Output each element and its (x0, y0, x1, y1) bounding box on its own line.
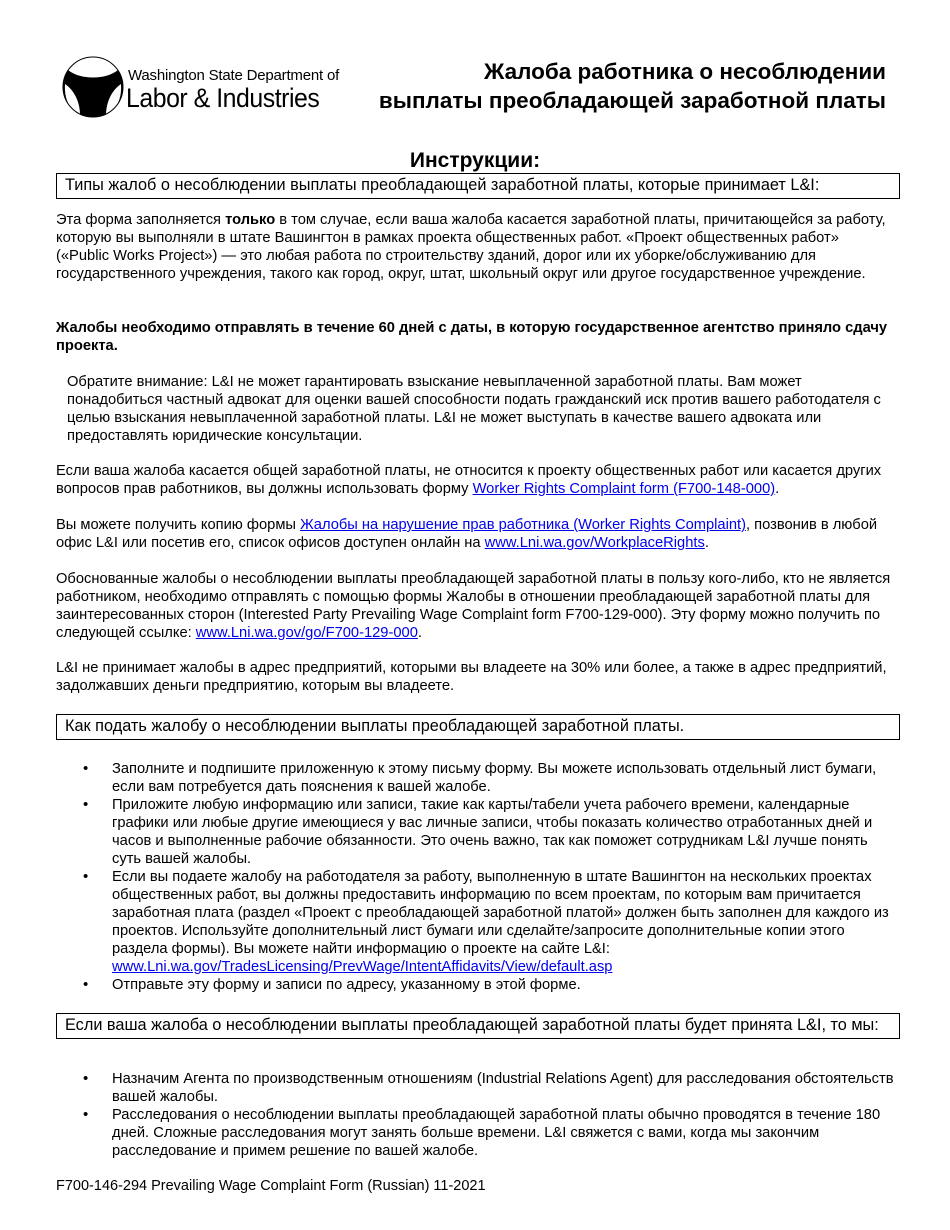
section1-heading: Типы жалоб о несоблюдении выплаты преобладающей заработной платы, которые принимает L&I: (56, 173, 900, 199)
workplace-rights-link[interactable]: www.Lni.wa.gov/WorkplaceRights (484, 535, 705, 551)
list-item: • Отправьте эту форму и записи по адресу, указанному в этой форме. (56, 976, 896, 994)
worker-rights-form-link[interactable]: Worker Rights Complaint form (F700-148-000) (472, 481, 776, 497)
emphasis-only: только (225, 212, 276, 228)
paragraph-scope: Эта форма заполняется только в том случае, если ваша жалоба касается заработной платы, причитающейся за работу, которую вы выполняли в штате Вашингтон в рамках проекта общественных работ. «Проект общественных работ» («Public Works Project») — это любая работа по строительству зданий, дорог или их уборке/обслуживанию для государственного учреждения, такого как город, округ, штат, школьный округ или другое государственное учреждение. (56, 212, 886, 282)
title-line2: выплаты преобладающей заработной платы (378, 88, 886, 113)
form-title (326, 57, 886, 115)
list-item: • Приложите любую информацию или записи, такие как карты/табели учета рабочего времени, календарные графики или любые другие имеющиеся у вас личные записи, чтобы показать количество отработанных дней и часов и выполненные рабочие обязанности. Это очень важно, так как поможет сотрудникам L&I лучше понять суть вашей жалобы. (56, 796, 896, 868)
how-to-file-list (56, 760, 896, 994)
list-item: • Расследования о несоблюдении выплаты преобладающей заработной платы обычно проводятся в течение 180 дней. Сложные расследования могут занять больше времени. L&I свяжется с вами, когда мы закончим расследование и примем решение по вашей жалобе. (56, 1106, 896, 1160)
form-footer: F700-146-294 Prevailing Wage Complaint Form (Russian) 11-2021 (56, 1178, 486, 1194)
if-accepted-list (56, 1070, 896, 1160)
section3-heading: Если ваша жалоба о несоблюдении выплаты преобладающей заработной платы будет принята L&I, то мы: (56, 1013, 900, 1039)
instructions-heading: Инструкции: (409, 149, 541, 172)
paragraph-copy-form: Вы можете получить копию формы Жалобы на нарушение прав работника (Worker Rights Complaint), позвонив в любой офис L&I или посетив его, список офисов доступен онлайн на www.Lni.wa.gov/WorkplaceRights. (56, 517, 878, 551)
paragraph-deadline: Жалобы необходимо отправлять в течение 60 дней с даты, в которую государственное агентство приняло сдачу проекта. (56, 320, 888, 354)
list-item: • Если вы подаете жалобу на работодателя за работу, выполненную в штате Вашингтон на нескольких проектах общественных работ, вы должны предоставить информацию по всем проектам, по которым вам причитается заработная плата (раздел «Проект с преобладающей заработной платой» должен быть заполнен для каждого из проектов. Используйте дополнительный лист бумаги или сделайте/запросите дополнительные копии этого раздела формы). Вы можете найти информацию о проекте на сайте L&I: www.Lni.wa.gov/TradesLicensing/PrevWage/IntentAffidavits/View/default.asp (56, 868, 896, 976)
title-line1: Жалоба работника о несоблюдении (484, 59, 886, 84)
interested-party-form-link[interactable]: www.Lni.wa.gov/go/F700-129-000 (195, 625, 418, 641)
prevailing-wage-projects-link[interactable]: www.Lni.wa.gov/TradesLicensing/PrevWage/IntentAffidavits/View/default.asp (112, 959, 613, 975)
agency-logo (62, 54, 352, 118)
logo-line2: Labor & Industries (126, 83, 320, 113)
logo-mark-icon (62, 54, 124, 118)
list-item: • Назначим Агента по производственным отношениям (Industrial Relations Agent) для расследования обстоятельств вашей жалобы. (56, 1070, 896, 1106)
logo-line1: Washington State Department of (128, 67, 340, 84)
section2-heading: Как подать жалобу о несоблюдении выплаты преобладающей заработной платы. (56, 714, 900, 740)
paragraph-note: Обратите внимание: L&I не может гарантировать взыскание невыплаченной заработной платы. Вам может понадобиться частный адвокат для оценки вашей способности подать гражданский иск против вашего работодателя с целью взыскания невыплаченной заработной платы. L&I не может выступать в качестве вашего адвоката или предоставлять юридические консультации. (67, 374, 881, 444)
paragraph-general-wage: Если ваша жалоба касается общей заработной платы, не относится к проекту общественных работ или касается других вопросов прав работников, вы должны использовать форму Worker Rights Complaint form (F700-148-000). (56, 463, 882, 497)
paragraph-interested-party: Обоснованные жалобы о несоблюдении выплаты преобладающей заработной платы в пользу кого-либо, кто не является работником, необходимо отправлять с помощью формы Жалобы в отношении преобладающей заработной платы для заинтересованных сторон (Interested Party Prevailing Wage Complaint form F700-129-000). Эту форму можно получить по следующей ссылке: www.Lni.wa.gov/go/F700-129-000. (56, 571, 891, 641)
worker-rights-complaint-link[interactable]: Жалобы на нарушение прав работника (Worker Rights Complaint) (300, 517, 746, 533)
paragraph-ownership: L&I не принимает жалобы в адрес предприятий, которыми вы владеете на 30% или более, а также в адрес предприятий, задолжавших деньги предприятию, которым вы владеете. (56, 660, 887, 694)
list-item: • Заполните и подпишите приложенную к этому письму форму. Вы можете использовать отдельный лист бумаги, если вам потребуется дать пояснения к вашей жалобе. (56, 760, 896, 796)
